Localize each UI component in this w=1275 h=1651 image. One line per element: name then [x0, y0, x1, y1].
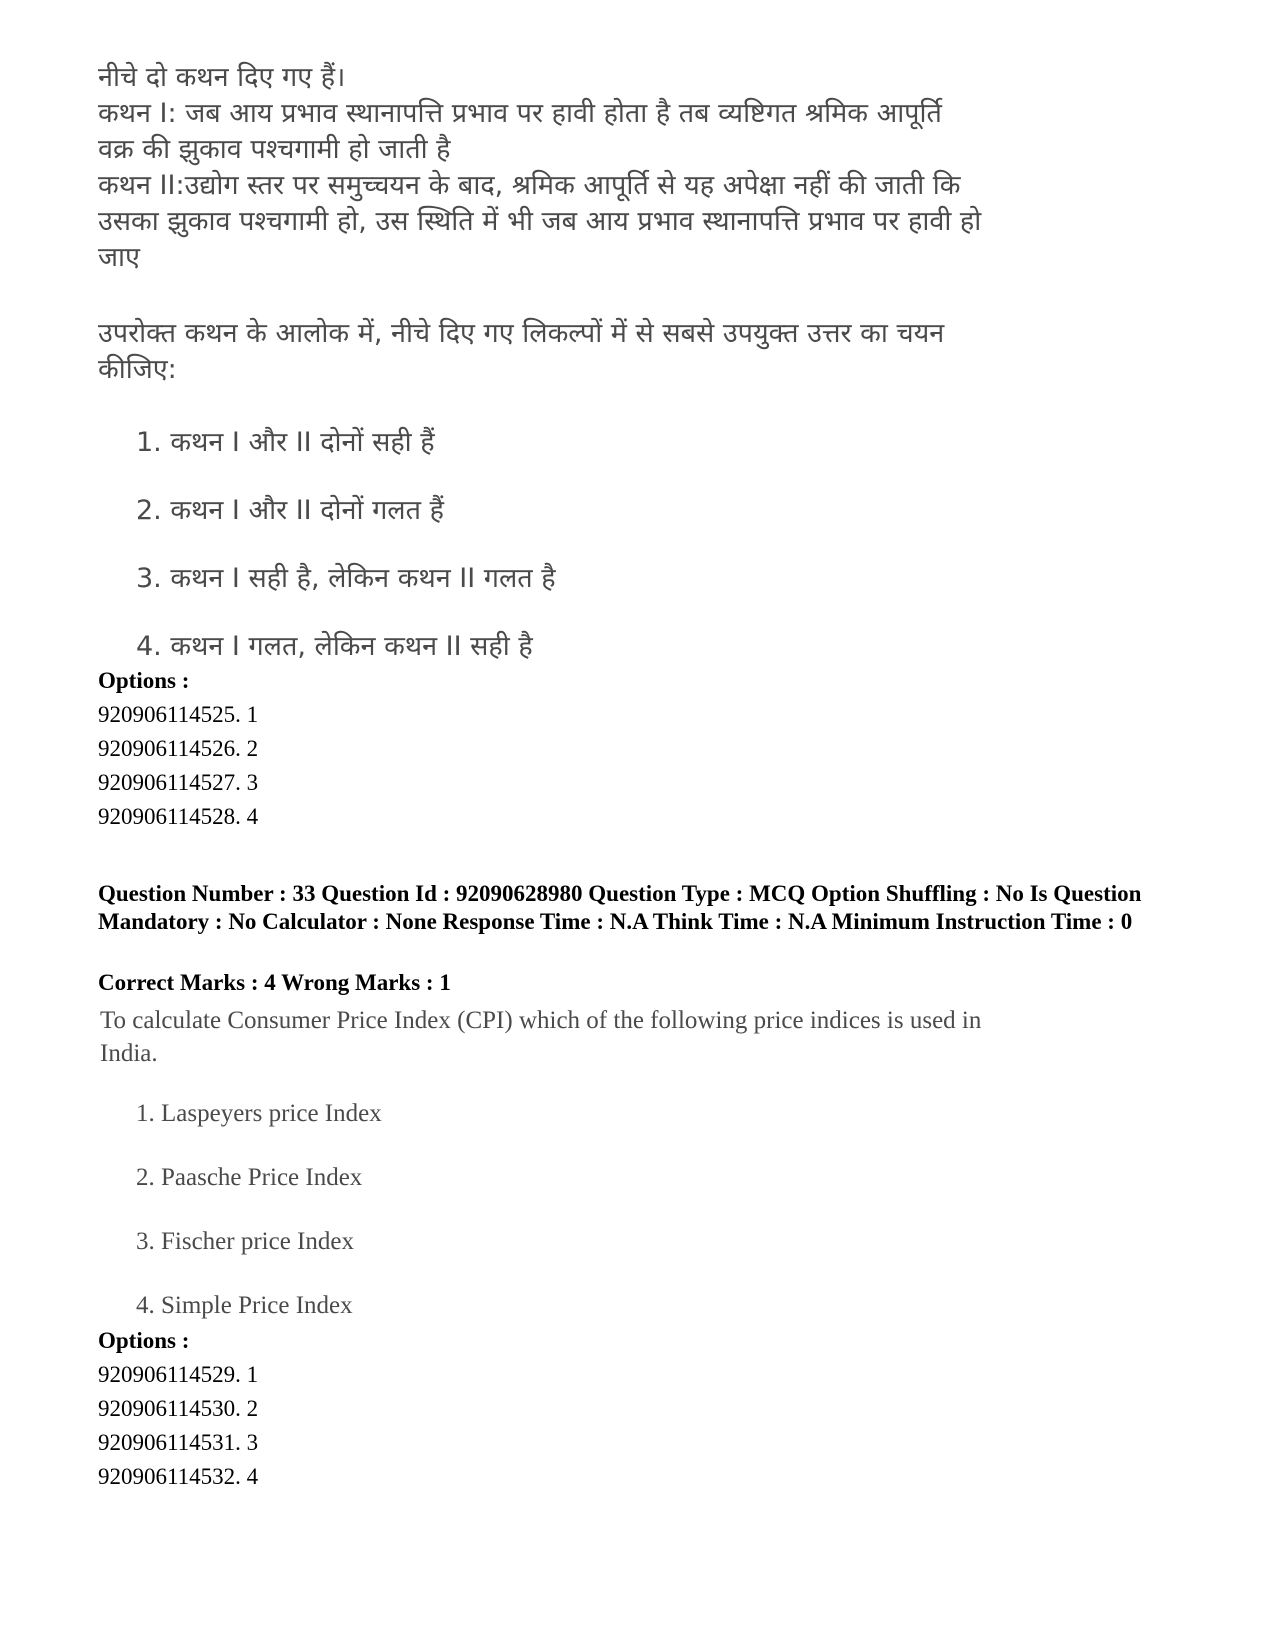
hindi-instruction-line-1: उपरोक्त कथन के आलोक में, नीचे दिए गए लिकल्पों में से सबसे उपयुक्त उत्तर का चयन — [98, 318, 945, 349]
option-id-row: 920906114528. 4 — [98, 804, 259, 829]
question-marks: Correct Marks : 4 Wrong Marks : 1 — [98, 970, 451, 995]
option-id-row: 920906114531. 3 — [98, 1430, 259, 1455]
hindi-option-2: 2. कथन I और II दोनों गलत हैं — [136, 495, 444, 526]
hindi-line-4: कथन II:उद्योग स्तर पर समुच्चयन के बाद, श्रमिक आपूर्ति से यह अपेक्षा नहीं की जाती कि — [98, 170, 961, 201]
hindi-line-3: वक्र की झुकाव पश्चगामी हो जाती है — [98, 134, 451, 165]
english-question-text: To calculate Consumer Price Index (CPI) which of the following price indices is used in India. — [100, 1007, 982, 1067]
hindi-line-1: नीचे दो कथन दिए गए हैं। — [98, 62, 346, 93]
option-id-row: 920906114526. 2 — [98, 736, 259, 761]
hindi-instruction — [98, 316, 944, 388]
english-option-2: 2. Paasche Price Index — [136, 1164, 363, 1191]
hindi-option-3: 3. कथन I सही है, लेकिन कथन II गलत है — [136, 563, 556, 594]
english-option-1: 1. Laspeyers price Index — [136, 1100, 382, 1127]
english-option-3: 3. Fischer price Index — [136, 1228, 354, 1255]
options-heading-1: Options : — [98, 668, 190, 693]
hindi-line-6: जाए — [98, 242, 140, 273]
option-id-row: 920906114532. 4 — [98, 1464, 259, 1489]
hindi-option-1: 1. कथन I और II दोनों सही हैं — [136, 427, 435, 458]
hindi-question-text — [98, 60, 981, 276]
hindi-option-4: 4. कथन I गलत, लेकिन कथन II सही है — [136, 631, 533, 662]
hindi-line-5: उसका झुकाव पश्चगामी हो, उस स्थिति में भी जब आय प्रभाव स्थानापत्ति प्रभाव पर हावी हो — [98, 206, 982, 237]
option-id-row: 920906114529. 1 — [98, 1362, 259, 1387]
hindi-instruction-line-2: कीजिए: — [98, 354, 177, 385]
question-meta: Question Number : 33 Question Id : 92090628980 Question Type : MCQ Option Shuffling : No Is Question Mandatory : No Calculator : None Response Time : N.A Think Time : N.A Minimum Instruction Time : 0 — [98, 881, 1142, 934]
option-id-row: 920906114525. 1 — [98, 702, 259, 727]
option-id-row: 920906114530. 2 — [98, 1396, 259, 1421]
options-heading-2: Options : — [98, 1328, 190, 1353]
english-option-4: 4. Simple Price Index — [136, 1292, 353, 1319]
hindi-line-2: कथन I: जब आय प्रभाव स्थानापत्ति प्रभाव पर हावी होता है तब व्यष्टिगत श्रमिक आपूर्ति — [98, 98, 942, 129]
option-id-row: 920906114527. 3 — [98, 770, 259, 795]
